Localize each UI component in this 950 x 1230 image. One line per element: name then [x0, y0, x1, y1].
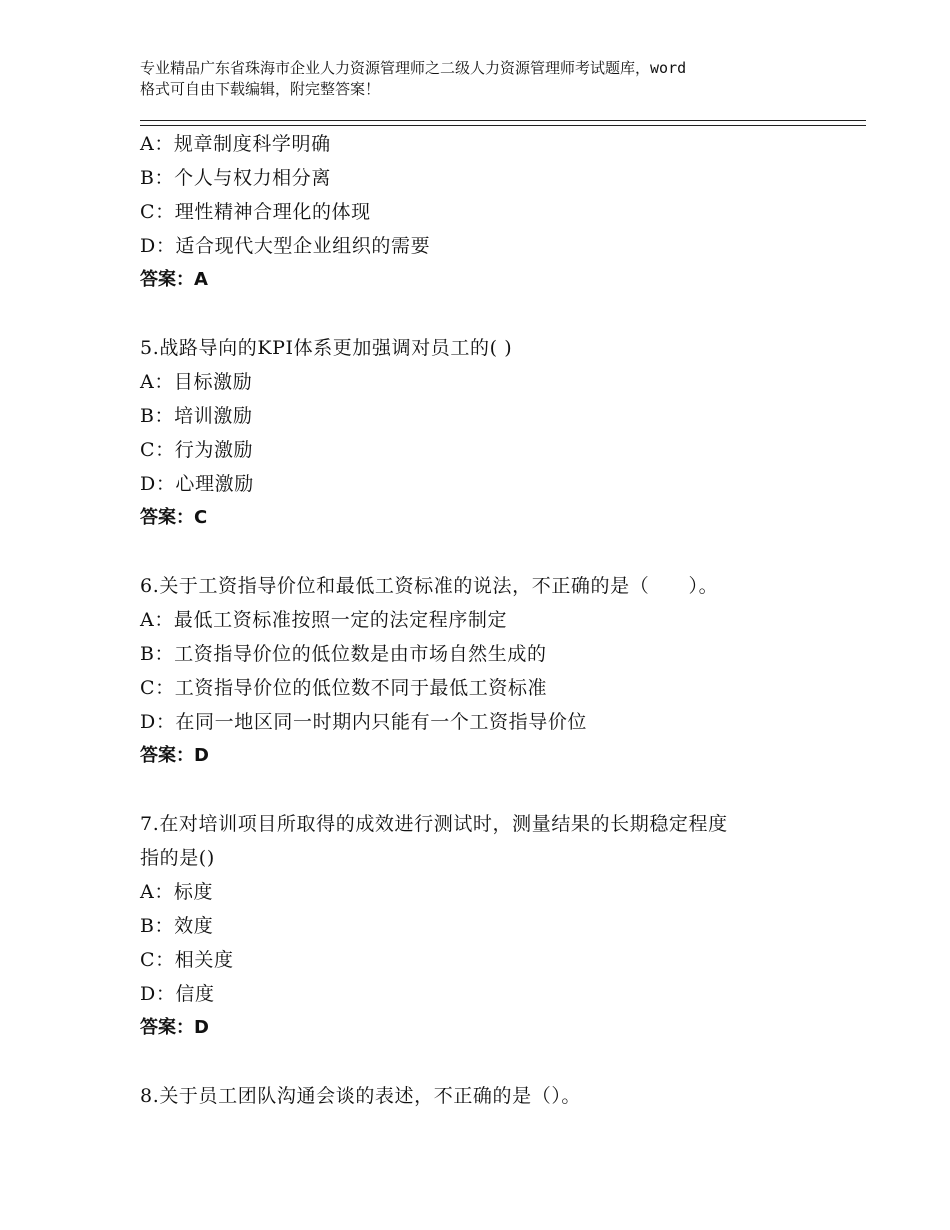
question-block-partial: [140, 127, 860, 297]
question-stem: 8.关于员工团队沟通会谈的表述，不正确的是（）。: [140, 1085, 582, 1107]
option-c: C：行为激励: [140, 439, 254, 461]
spacer: [140, 1045, 860, 1079]
option-b: B：个人与权力相分离: [140, 167, 331, 189]
option-b: B：工资指导价位的低位数是由市场自然生成的: [140, 643, 547, 665]
header-line-2: 格式可自由下载编辑，附完整答案！: [140, 80, 381, 98]
question-stem: 5.战路导向的KPI体系更加强调对员工的( ): [140, 337, 513, 359]
header-divider-top: [140, 120, 866, 121]
question-block-7: [140, 807, 860, 1045]
option-c: C：工资指导价位的低位数不同于最低工资标准: [140, 677, 548, 699]
question-list: [140, 127, 860, 1113]
option-b: B：效度: [140, 915, 214, 937]
question-block-8: [140, 1079, 860, 1113]
header-line-1: 专业精品广东省珠海市企业人力资源管理师之二级人力资源管理师考试题库，word: [140, 59, 687, 77]
answer-line: 答案：D: [140, 1017, 209, 1038]
option-c: C：理性精神合理化的体现: [140, 201, 371, 223]
question-block-6: [140, 569, 860, 773]
answer-line: 答案：A: [140, 269, 208, 290]
option-c: C：相关度: [140, 949, 234, 971]
option-d: D：在同一地区同一时期内只能有一个工资指导价位: [140, 711, 588, 733]
option-b: B：培训激励: [140, 405, 253, 427]
page-header: [140, 58, 840, 100]
option-a: A：标度: [140, 881, 214, 903]
option-a: A：目标激励: [140, 371, 253, 393]
answer-line: 答案：D: [140, 745, 209, 766]
question-stem-line-2: 指的是(): [140, 847, 215, 869]
option-a: A：规章制度科学明确: [140, 133, 331, 155]
question-block-5: [140, 331, 860, 535]
option-d: D：心理激励: [140, 473, 254, 495]
question-stem: 6.关于工资指导价位和最低工资标准的说法，不正确的是（ ）。: [140, 575, 719, 597]
option-d: D：信度: [140, 983, 215, 1005]
spacer: [140, 773, 860, 807]
question-stem-line-1: 7.在对培训项目所取得的成效进行测试时，测量结果的长期稳定程度: [140, 813, 728, 835]
spacer: [140, 297, 860, 331]
spacer: [140, 535, 860, 569]
answer-line: 答案：C: [140, 507, 208, 528]
option-d: D：适合现代大型企业组织的需要: [140, 235, 431, 257]
option-a: A：最低工资标准按照一定的法定程序制定: [140, 609, 508, 631]
header-divider-bottom: [140, 125, 866, 126]
